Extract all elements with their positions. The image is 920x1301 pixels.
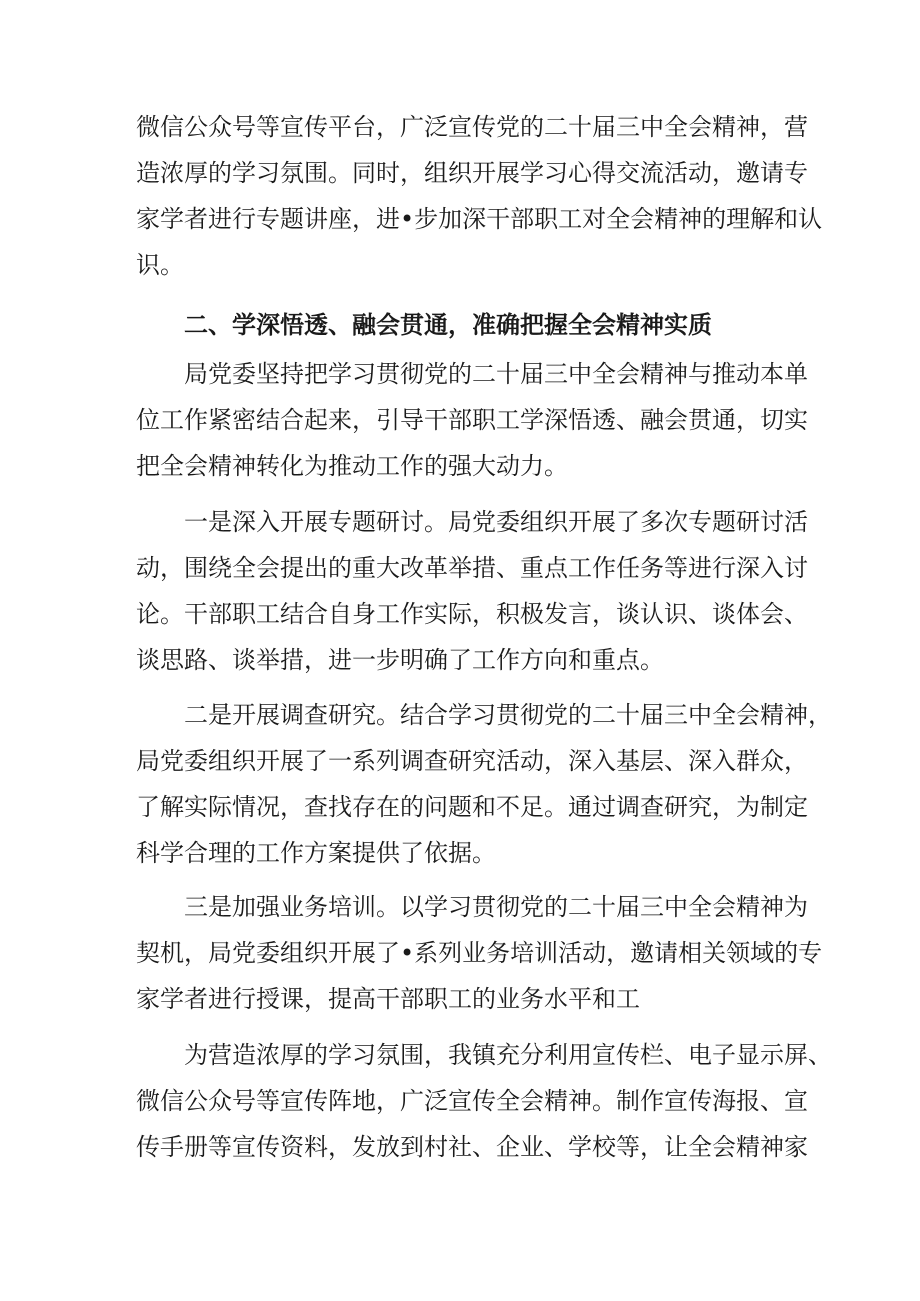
text-line: 把全会精神转化为推动工作的强大动力。 [136,452,568,480]
paragraph-item-one [136,499,808,683]
text-line: 微信公众号等宣传阵地，广泛宣传全会精神。制作宣传海报、宣 [136,1087,808,1115]
text-line: 了解实际情况，查找存在的问题和不足。通过调查研究，为制定 [136,793,808,821]
text-line: 微信公众号等宣传平台，广泛宣传党的二十届三中全会精神，营 [136,113,808,141]
paragraph-publicity [136,1032,832,1170]
text-line: 二是开展调查研究。结合学习贯彻党的二十届三中全会精神， [184,701,832,729]
text-line: 识。 [136,251,184,279]
text-line: 契机，局党委组织开展了•系列业务培训活动，邀请相关领域的专 [136,939,823,967]
text-line: 家学者进行授课，提高干部职工的业务水平和工 [136,985,640,1013]
text-line: 谈思路、谈举措，进一步明确了工作方向和重点。 [136,646,664,674]
text-line: 传手册等宣传资料，发放到村社、企业、学校等，让全会精神家 [136,1133,808,1161]
paragraph-item-three [136,884,823,1022]
text-line: 局党委组织开展了一系列调查研究活动，深入基层、深入群众， [136,747,808,775]
text-line: 位工作紧密结合起来，引导干部职工学深悟透、融会贯通，切实 [136,406,808,434]
text-line: 局党委坚持把学习贯彻党的二十届三中全会精神与推动本单 [184,360,808,388]
text-line: 科学合理的工作方案提供了依据。 [136,839,496,867]
text-line: 动，围绕全会提出的重大改革举措、重点工作任务等进行深入讨 [136,554,808,582]
text-line: 家学者进行专题讲座，进•步加深干部职工对全会精神的理解和认 [136,205,823,233]
section-heading [136,302,796,348]
paragraph-continuation [136,104,823,288]
text-line: 为营造浓厚的学习氛围，我镇充分利用宣传栏、电子显示屏、 [184,1041,832,1069]
paragraph-intro [136,351,808,489]
heading-text: 二、学深悟透、融会贯通，准确把握全会精神实质 [184,311,712,339]
text-line: 论。干部职工结合自身工作实际，积极发言，谈认识、谈体会、 [136,600,808,628]
text-line: 三是加强业务培训。以学习贯彻党的二十届三中全会精神为 [184,893,808,921]
text-line: 造浓厚的学习氛围。同时，组织开展学习心得交流活动，邀请专 [136,159,808,187]
text-line: 一是深入开展专题研讨。局党委组织开展了多次专题研讨活 [184,508,808,536]
paragraph-item-two [136,692,832,876]
